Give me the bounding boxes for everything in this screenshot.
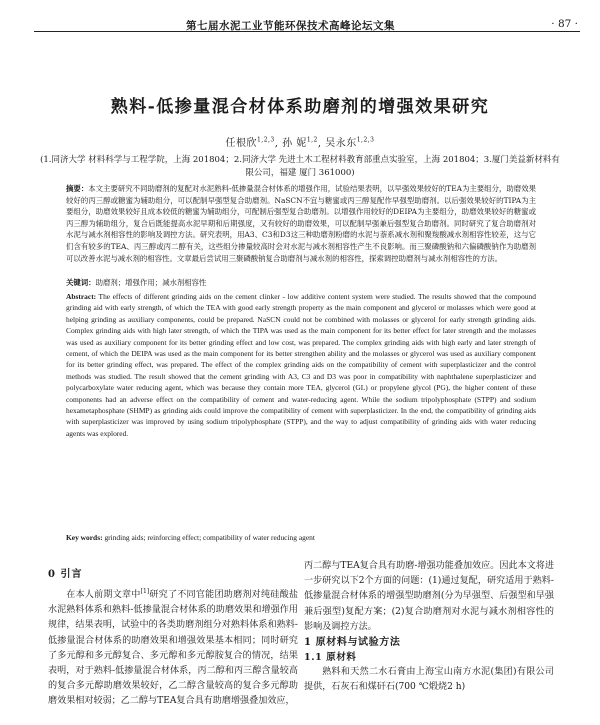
author-affiliation-marker: 1,2,3	[356, 136, 375, 144]
affiliation: (1.同济大学 材料科学与工程学院，上海 201804；2.同济大学 先进土木工程材料教育部重点实验室，上海 201804；3.厦门美益新材料有限公司，福建 厦门 361000)	[40, 155, 560, 178]
author-list: 任根欣$^{1,2,3}$, 孙 妮$^{1,2}$, 吴永东$^{1,2,3}$	[225, 136, 375, 149]
abstract-text: The effects of different grinding aids on the cement clinker - low additive content system were studied. The results showed that the compound grinding aid with early strength, of which the TEA with good early strength property as the main component and glycerol or molasses which were good at helping grinding as auxiliary components, could be prepared. NaSCN could not be combined with molasses or glycerol for early strength grinding aids. Complex grinding aids with high later strength, of which the TIPA was used as the main component for its better effect for later strength and the molasses was used as auxiliary component for its better grinding effect and low cost, was prepared. The complex grinding aids with high early and later strength of cement, of which the DEIPA was used as the main component for its better strengthen ability and the molasses or glycerol was used as auxiliary component for its better grinding effect, was prepared. The effect of the complex grinding aids on the compatibility of cement with superplasticizer and the control methods was studied. The result showed that the cement grinding with A3, C3 and D3 was poor in compatibility with naphthalene superplasticizer and polycarboxylate water reducing agent, which was because they contain more TEA, glycerol (GL) or propylene glycol (PG), the higher content of these components had an adverse effect on the compatibility of cement and water-reducing agent. While the sodium tripolyphosphate (STPP) and sodium hexametaphosphate (SHMP) as grinding aids could improve the compatibility of cement with superplasticizer. In the end, the compatibility of grinding aids with superplasticizer was improved by using sodium tripolyphosphate (STPP), and the way to adjust compatibility of grinding aids with water reducing agents was explored.	[66, 292, 536, 438]
keywords-label: Key words:	[66, 533, 103, 542]
abstract-label: 摘要：	[66, 184, 89, 193]
author-name: 任根欣	[225, 138, 257, 149]
author-affiliation-marker: 1,2	[306, 136, 318, 144]
citation-ref: [1]	[140, 588, 150, 595]
body-column-right	[304, 559, 554, 695]
author-affiliation-marker: 1,2,3	[256, 136, 275, 144]
keywords-english	[66, 532, 536, 543]
intro-text-main: 研究了不同官能团助磨剂对纯硅酸盐水泥熟料体系和熟料-低掺量混合材体系的助磨效果和增强作用规律，结果表明，试验中的各类助磨剂组分对熟料体系和熟料-低掺量混合材体系的助磨效果和增强效果基本相同；同时研究了多元醇和多元醇复合、多元醇和多元醇胺复合的情况，结果表明，对于熟料-低掺量混合材体系，丙二醇和丙三醇含量较高的复合多元醇助磨效果较好，乙二醇含量较高的复合多元醇助磨效果相对较弱；乙二醇与TEA复合具有助磨增强叠加效应，	[48, 590, 298, 707]
section-heading-materials: 1 原材料与试验方法	[304, 637, 401, 649]
intro-text-start: 在本人前期文章中	[66, 590, 141, 601]
materials-paragraph: 熟料和天然二水石膏由上海宝山南方水泥(集团)有限公司提供，石灰石和煤矸石(700 ℃煅烧2 h)	[304, 667, 554, 693]
intro-paragraph	[48, 584, 298, 710]
keywords-text: 助磨剂；增强作用；减水剂相容性	[95, 278, 207, 287]
author-name: 孙 妮	[282, 138, 307, 149]
abstract-text: 本文主要研究不同助磨剂的复配对水泥熟料-低掺量混合材体系的增强作用，试验结果表明，以早强效果较好的TEA为主要组分，助磨效果较好的丙三醇或糖蜜为辅助组分，可以配制早强型复合助磨剂。NaSCN不宜与糖蜜或丙三醇复配作早强型助磨剂。以后强效果较好的TIPA为主要组分，助磨效果较好且成本较低的糖蜜为辅助组分，可配制后强型复合助磨剂。以增强作用较好的DEIPA为主要组分，助磨效果较好的糖蜜或丙三醇为辅助组分，复合后既能提高水泥早期和后期强度，又有较好的助磨效果，可以配制早强兼后强型复合助磨剂。同时研究了复合助磨剂对水泥与减水剂相容性的影响及调控方法。研究表明，用A3、C3和D3这三种助磨剂粉磨的水泥与萘系减水剂和聚羧酸减水剂相容性较差，这与它们含有较多的TEA、丙三醇或丙二醇有关，这些组分掺量较高时会对水泥与减水剂相容性产生不良影响。而三聚磷酸钠和六偏磷酸钠作为助磨剂可以改善水泥与减水剂的相容性。文章最后尝试用三聚磷酸钠复合助磨剂与减水剂的相容性，探索调控助磨剂与减水剂相容性的方法。	[66, 184, 536, 263]
section-heading-intro: 0 引言	[48, 569, 83, 580]
keywords-chinese	[66, 277, 536, 288]
abstract-label: Abstract:	[66, 292, 97, 301]
keywords-label: 关键词：	[66, 278, 96, 287]
running-header	[34, 18, 580, 32]
body-column-left	[48, 565, 298, 710]
author-name: 吴永东	[325, 138, 357, 149]
page-number: · 87 ·	[551, 18, 578, 30]
abstract-english	[66, 291, 536, 439]
keywords-text: grinding aids; reinforcing effect; compatibility of water reducing agent	[104, 533, 315, 542]
journal-name: 第七届水泥工业节能环保技术高峰论坛文集	[186, 20, 395, 32]
abstract-chinese	[66, 183, 536, 264]
intro-paragraph-continued: 丙二醇与TEA复合具有助磨-增强功能叠加效应。因此本文将进一步研究以下2个方面的问题：(1)通过复配，研究适用于熟料-低掺量混合材体系的增强型助磨剂(分为早强型、后强型和早强兼后强型)复配方案；(2)复合助磨剂对水泥与减水剂相容性的影响及调控方法。	[304, 561, 554, 632]
subsection-heading-raw-materials: 1.1 原材料	[304, 652, 357, 664]
paper-title: 熟料-低掺量混合材体系助磨剂的增强效果研究	[110, 97, 490, 117]
